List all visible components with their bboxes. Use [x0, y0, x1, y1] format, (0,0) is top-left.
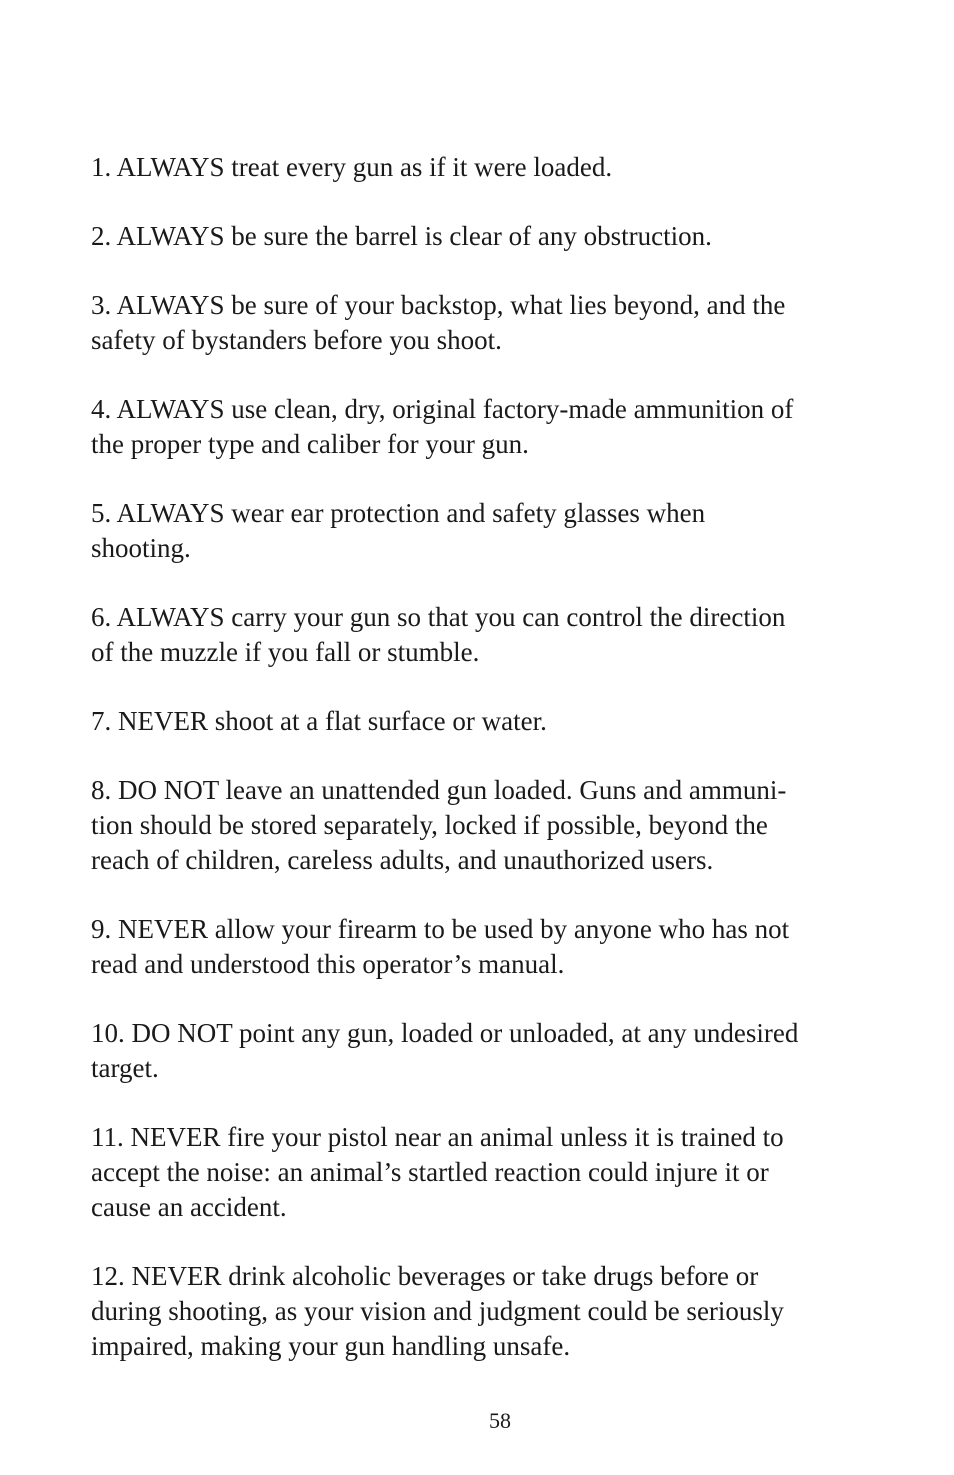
- rule-10-line-1: 10. DO NOT point any gun, loaded or unloaded, at any undesired: [91, 1018, 799, 1048]
- rule-4-line-2: the proper type and caliber for your gun.: [91, 429, 529, 459]
- safety-rule-6: [91, 600, 891, 670]
- safety-rule-8: [91, 773, 891, 878]
- safety-rule-10: [91, 1016, 891, 1086]
- rule-12-line-3: impaired, making your gun handling unsafe.: [91, 1331, 571, 1361]
- safety-rule-1: [91, 150, 891, 185]
- safety-rule-3: [91, 288, 891, 358]
- rule-4-line-1: 4. ALWAYS use clean, dry, original factory-made ammunition of: [91, 394, 794, 424]
- safety-rule-7: [91, 704, 891, 739]
- rule-12-line-2: during shooting, as your vision and judgment could be seriously: [91, 1296, 784, 1326]
- rule-11-line-1: 11. NEVER fire your pistol near an animal unless it is trained to: [91, 1122, 784, 1152]
- rule-7-line-1: 7. NEVER shoot at a flat surface or water.: [91, 706, 547, 736]
- safety-rules-list: [91, 150, 891, 1398]
- rule-2-line-1: 2. ALWAYS be sure the barrel is clear of any obstruction.: [91, 221, 712, 251]
- rule-1-line-1: 1. ALWAYS treat every gun as if it were loaded.: [91, 152, 613, 182]
- rule-11-line-3: cause an accident.: [91, 1192, 287, 1222]
- rule-3-line-1: 3. ALWAYS be sure of your backstop, what lies beyond, and the: [91, 290, 786, 320]
- safety-rule-11: [91, 1120, 891, 1225]
- rule-9-line-1: 9. NEVER allow your firearm to be used by anyone who has not: [91, 914, 790, 944]
- rule-3-line-2: safety of bystanders before you shoot.: [91, 325, 502, 355]
- safety-rule-9: [91, 912, 891, 982]
- page-number: 58: [489, 1408, 511, 1433]
- rule-5-line-2: shooting.: [91, 533, 191, 563]
- rule-12-line-1: 12. NEVER drink alcoholic beverages or take drugs before or: [91, 1261, 759, 1291]
- safety-rule-5: [91, 496, 891, 566]
- safety-rule-4: [91, 392, 891, 462]
- rule-8-line-2: tion should be stored separately, locked if possible, beyond the: [91, 810, 768, 840]
- rule-10-line-2: target.: [91, 1053, 159, 1083]
- rule-8-line-1: 8. DO NOT leave an unattended gun loaded. Guns and ammuni-: [91, 775, 787, 805]
- safety-rule-12: [91, 1259, 891, 1364]
- rule-6-line-1: 6. ALWAYS carry your gun so that you can control the direction: [91, 602, 786, 632]
- rule-9-line-2: read and understood this operator’s manual.: [91, 949, 565, 979]
- rule-8-line-3: reach of children, careless adults, and unauthorized users.: [91, 845, 714, 875]
- rule-5-line-1: 5. ALWAYS wear ear protection and safety glasses when: [91, 498, 706, 528]
- safety-rule-2: [91, 219, 891, 254]
- rule-11-line-2: accept the noise: an animal’s startled reaction could injure it or: [91, 1157, 769, 1187]
- rule-6-line-2: of the muzzle if you fall or stumble.: [91, 637, 480, 667]
